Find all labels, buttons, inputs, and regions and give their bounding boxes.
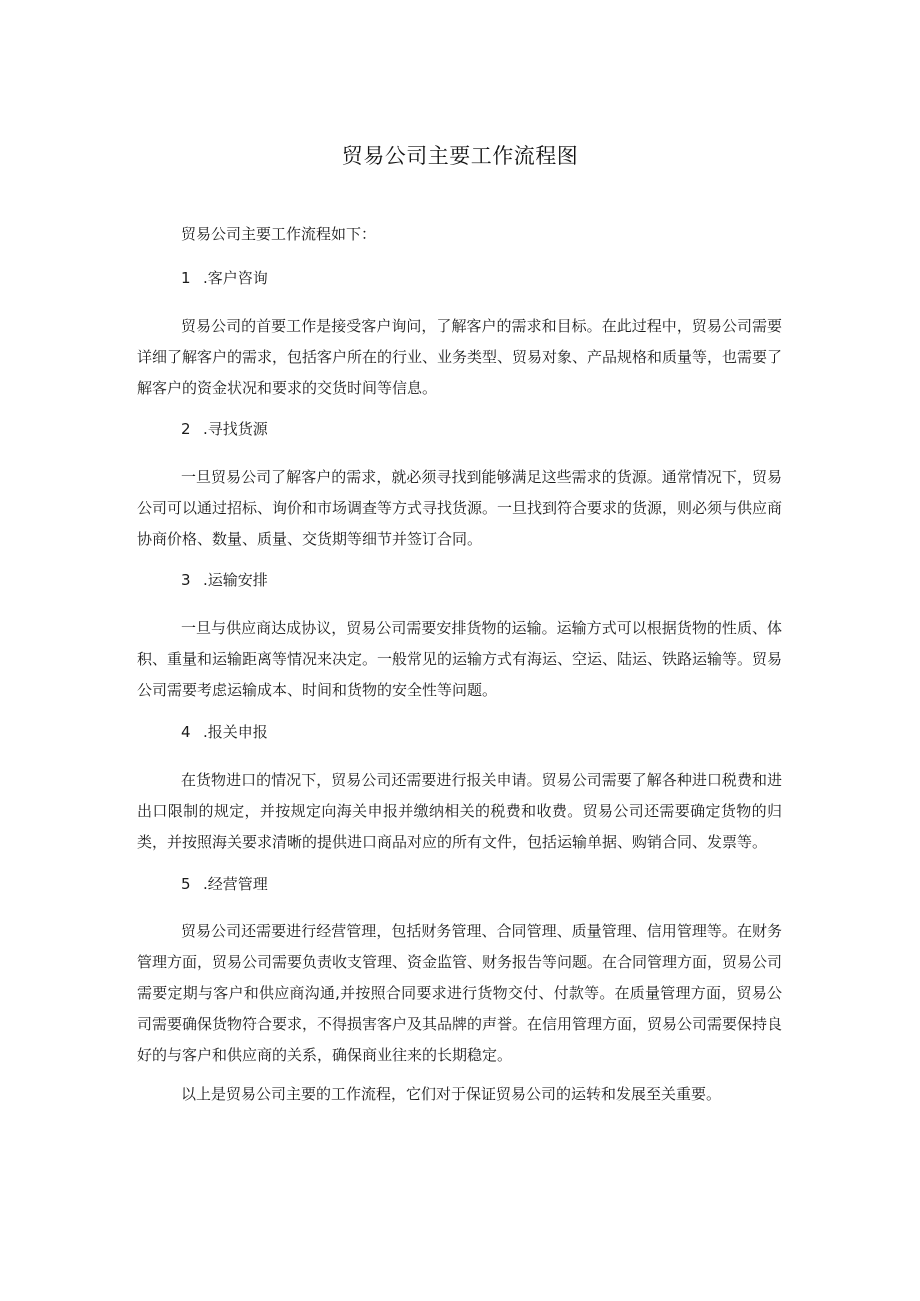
section-heading-1	[181, 266, 268, 290]
section-heading-2	[181, 417, 268, 441]
section-heading-4	[181, 720, 268, 744]
section-body-1: 贸易公司的首要工作是接受客户询问，了解客户的需求和目标。在此过程中，贸易公司需要详细了解客户的需求，包括客户所在的行业、业务类型、贸易对象、产品规格和质量等，也需要了解客户的资金状况和要求的交货时间等信息。	[137, 317, 783, 397]
section-body-2: 一旦贸易公司了解客户的需求，就必须寻找到能够满足这些需求的货源。通常情况下，贸易公司可以通过招标、询价和市场调查等方式寻找货源。一旦找到符合要求的货源，则必须与供应商协商价格、数量、质量、交货期等细节并签订合同。	[137, 468, 783, 548]
section-heading-text: .寻找货源	[203, 420, 268, 438]
intro-paragraph: 贸易公司主要工作流程如下：	[181, 225, 377, 243]
section-number: 1	[181, 269, 191, 287]
section-number: 2	[181, 420, 191, 438]
section-heading-text: .经营管理	[203, 875, 268, 893]
section-heading-5	[181, 872, 268, 896]
page-title: 贸易公司主要工作流程图	[341, 144, 579, 168]
section-body-5: 贸易公司还需要进行经营管理，包括财务管理、合同管理、质量管理、信用管理等。在财务管理方面，贸易公司需要负责收支管理、资金监管、财务报告等问题。在合同管理方面，贸易公司需要定期与客户和供应商沟通,并按照合同要求进行货物交付、付款等。在质量管理方面，贸易公司需要确保货物符合要求，不得损害客户及其品牌的声誉。在信用管理方面，贸易公司需要保持良好的与客户和供应商的关系，确保商业往来的长期稳定。	[137, 922, 783, 1064]
section-heading-text: .客户咨询	[203, 269, 268, 287]
section-heading-3	[181, 568, 268, 592]
section-heading-text: .运输安排	[203, 571, 268, 589]
section-heading-text: .报关申报	[203, 723, 268, 741]
section-body-3: 一旦与供应商达成协议，贸易公司需要安排货物的运输。运输方式可以根据货物的性质、体积、重量和运输距离等情况来决定。一般常见的运输方式有海运、空运、陆运、铁路运输等。贸易公司需要考虑运输成本、时间和货物的安全性等问题。	[137, 619, 783, 699]
section-number: 3	[181, 571, 191, 589]
section-number: 5	[181, 875, 191, 893]
section-number: 4	[181, 723, 191, 741]
conclusion-paragraph: 以上是贸易公司主要的工作流程，它们对于保证贸易公司的运转和发展至关重要。	[181, 1085, 722, 1103]
section-body-4: 在货物进口的情况下，贸易公司还需要进行报关申请。贸易公司需要了解各种进口税费和进出口限制的规定，并按规定向海关申报并缴纳相关的税费和收费。贸易公司还需要确定货物的归类，并按照海关要求清晰的提供进口商品对应的所有文件，包括运输单据、购销合同、发票等。	[137, 771, 782, 851]
